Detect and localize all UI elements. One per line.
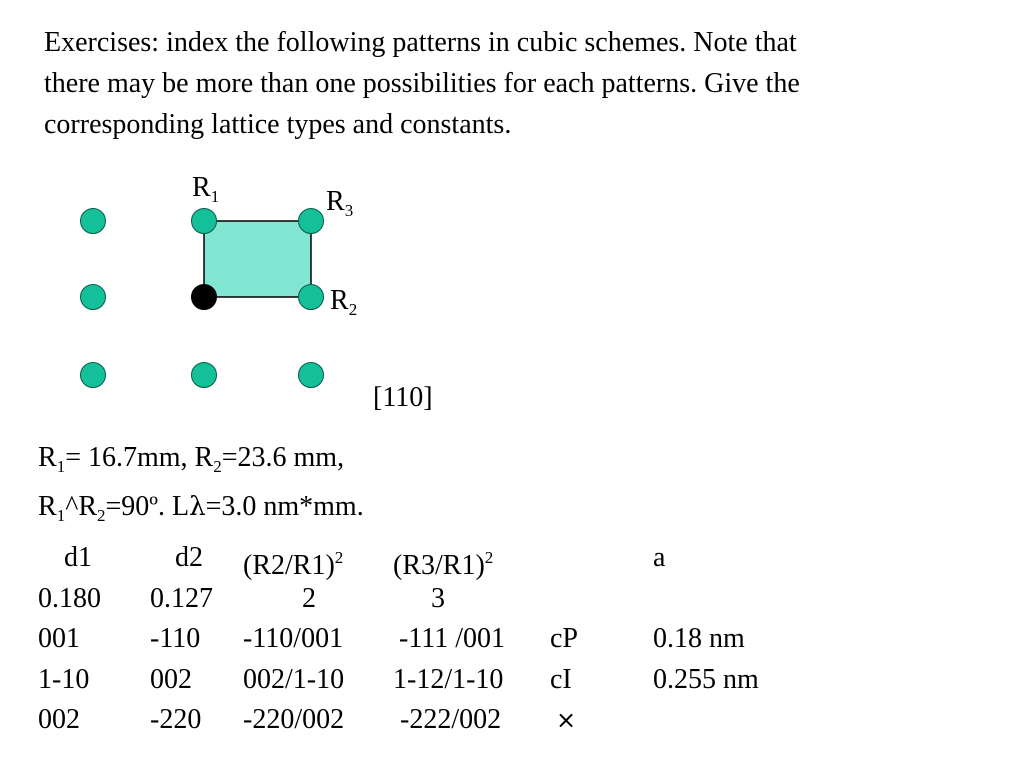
cell-r2-r1: -220/002 (243, 704, 345, 735)
cross-mark-icon: × (556, 706, 577, 734)
cell-r2-r1: 002/1-10 (243, 663, 345, 695)
spot-r0-c0 (81, 209, 106, 234)
label-r3: $R_3$ (326, 186, 354, 220)
spot-r2-c1 (192, 363, 217, 388)
header-r3-r1: $(R3/R1)^2$ (393, 548, 494, 581)
header-r2-r1: $(R2/R1)^2$ (243, 548, 344, 581)
spot-r1-reflection (192, 209, 217, 234)
cell-d2: 002 (150, 663, 192, 695)
given-line-1: $R_1= 16.7mm$, $R_2=23.6$ mm, (38, 442, 345, 476)
spot-r3-reflection (299, 209, 324, 234)
cell-a: 0.255 nm (653, 663, 759, 695)
header-d1: d1 (64, 542, 92, 573)
cell-d2: -220 (150, 704, 202, 735)
cell-type: cP (550, 623, 578, 654)
intro-line-3: corresponding lattice types and constants. (44, 109, 512, 140)
cell-d1: 0.180 (38, 582, 101, 614)
cell-d1: 001 (38, 623, 80, 654)
cell-r2-r1: 2 (302, 582, 316, 614)
intro-line-2: there may be more than one possibilities for each patterns. Give the (44, 68, 800, 99)
intro-line-1: Exercises: index the following patterns in cubic schemes. Note that (44, 27, 797, 58)
cell-type: cI (550, 663, 572, 695)
zone-axis-label: [110] (373, 382, 433, 413)
cell-r2-r1: -110/001 (243, 623, 344, 654)
spot-r2-reflection (299, 285, 324, 310)
label-r1: $R_1$ (192, 172, 220, 206)
header-a: a (653, 542, 666, 573)
cell-d1: 002 (38, 704, 80, 735)
given-measurements (38, 438, 364, 536)
transmitted-beam-spot (192, 285, 217, 310)
cell-r3-r1: 1-12/1-10 (393, 663, 504, 695)
lambda-symbol: λ (189, 492, 206, 522)
spot-r2-c2 (299, 363, 324, 388)
header-d2: d2 (175, 542, 203, 573)
unit-cell-rectangle (204, 221, 311, 297)
cell-d2: -110 (150, 623, 201, 654)
spot-r2-c0 (81, 363, 106, 388)
cell-d1: 1-10 (38, 663, 90, 695)
cell-r3-r1: -111 /001 (399, 623, 506, 654)
spot-r1-c0 (81, 285, 106, 310)
cell-d2: 0.127 (150, 582, 213, 614)
cell-r3-r1: 3 (431, 582, 445, 614)
cell-r3-r1: -222/002 (400, 704, 502, 735)
given-line-2: $R_1\^{}R_2=90º$. Lλ=3.0 nm*mm. (38, 491, 364, 525)
label-r2: $R_2$ (330, 285, 358, 319)
cell-a: 0.18 nm (653, 623, 745, 654)
